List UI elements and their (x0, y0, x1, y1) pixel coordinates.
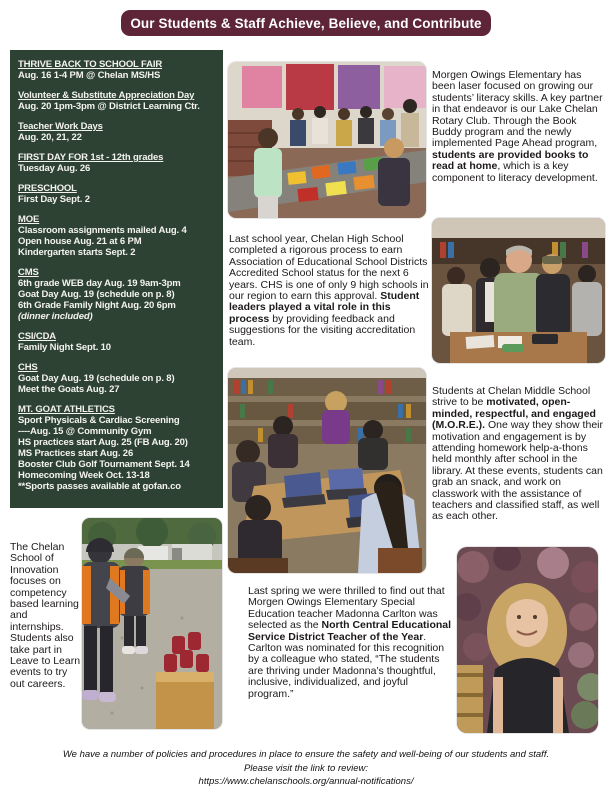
article-text: Students at Chelan Middle School strive to be (432, 385, 591, 409)
sidebar-section-heading: MT. GOAT ATHLETICS (18, 404, 115, 415)
leave-to-learn-image (82, 518, 222, 729)
sidebar-section (18, 90, 215, 112)
sidebar-event-line: Classroom assignments mailed Aug. 4 (18, 225, 187, 236)
footer-review-text: Please visit the link to review: (243, 762, 369, 774)
page-title-banner (121, 10, 491, 36)
article-teacher-of-year (248, 586, 456, 700)
sidebar-section-heading: Teacher Work Days (18, 121, 103, 132)
article-text: Morgen Owings Elementary has been laser focused on growing our students’ literacy skills. A key partner in that endeavor is our Lake Chelan Rotary Club. Through the Book Buddy program and the newly implemented Page Ahead program, (432, 69, 603, 150)
article-text: One way they show their motivation and engagement is by attending homework help-a-thons held monthly after school in the library. At these events, students can grab an snack, and work on classwork with the assistance of teachers and classified staff, as well as each other. (432, 419, 603, 523)
article-bold-text: students are provided books to read at home (432, 148, 589, 173)
sidebar-event-line: Goat Day Aug. 19 (schedule on p. 8) (18, 373, 175, 384)
photo-accreditation-team (432, 218, 605, 363)
sidebar-event-line: **Sports passes available at gofan.co (18, 481, 181, 492)
footer-link[interactable]: https://www.chelanschools.org/annual-notifications/ (198, 776, 414, 787)
sidebar-event-line: (dinner included) (18, 311, 93, 322)
sidebar-event-line: Kindergarten starts Sept. 2 (18, 247, 136, 258)
article-text: The Chelan School of Innovation focuses on competency based learning and internships. Students also take part in Leave to Learn events to try out careers. (10, 541, 81, 690)
sidebar-event-line: 6th Grade Family Night Aug. 20 6pm (18, 300, 176, 311)
article-text: . Carlton was nominated for this recognition by a colleague who stated, “The students are thriving under Madonna’s thoughtful, inclusive, individualized, and joyful program.” (248, 630, 445, 700)
photo-book-buddy (228, 62, 426, 218)
helpathon-image (228, 368, 426, 573)
sidebar-section (18, 362, 215, 395)
article-text: , which is a key component to literacy development. (432, 160, 598, 184)
book-buddy-image (228, 62, 426, 218)
sidebar-section-heading: CHS (18, 362, 38, 373)
sidebar-section (18, 214, 215, 258)
article-bold-text: Student leaders played a vital role in this process (229, 290, 420, 325)
photo-homework-helpathon (228, 368, 426, 573)
sidebar-section-heading: PRESCHOOL (18, 183, 77, 194)
sidebar-section-heading: Volunteer & Substitute Appreciation Day (18, 90, 195, 101)
article-text: by providing feedback and suggestions for the visiting accreditation team. (229, 312, 416, 348)
article-text: Last school year, Chelan High School completed a rigorous process to earn Association of Educational School Districts Accredited School status for the next 6 years. CHS is one of only 9 high schools in our region to earn this approval. (229, 233, 429, 303)
sidebar-section (18, 183, 215, 205)
sidebar-event-line: Goat Day Aug. 19 (schedule on p. 8) (18, 289, 175, 300)
sidebar-section-heading: CSI/CDA (18, 331, 57, 342)
sidebar-event-line: MS Practices start Aug. 26 (18, 448, 134, 459)
sidebar-event-line: Family Night Sept. 10 (18, 342, 111, 353)
article-cms-more (432, 386, 609, 523)
sidebar-section (18, 121, 215, 143)
article-bold-text: motivated, open-minded, respectful, and engaged (M.O.R.E.). (432, 396, 596, 432)
sidebar-section (18, 404, 215, 492)
sidebar-section-heading: MOE (18, 214, 40, 225)
sidebar-event-line: 6th grade WEB day Aug. 19 9am-3pm (18, 278, 181, 289)
sidebar-event-line: Open house Aug. 21 at 6 PM (18, 236, 142, 247)
sidebar-event-line: Aug. 16 1-4 PM @ Chelan MS/HS (18, 70, 161, 81)
teacher-portrait-image (457, 547, 598, 733)
sidebar-section (18, 267, 215, 322)
sidebar-section (18, 331, 215, 353)
sidebar-event-line: Meet the Goats Aug. 27 (18, 384, 120, 395)
sidebar-event-line: Aug. 20 1pm-3pm @ District Learning Ctr. (18, 101, 200, 112)
sidebar-section-heading: THRIVE BACK TO SCHOOL FAIR (18, 59, 163, 70)
sidebar-section-heading: FIRST DAY FOR 1st - 12th grades (18, 152, 164, 163)
sidebar-event-line: ----Aug. 15 @ Community Gym (18, 426, 152, 437)
article-moe-literacy (432, 70, 607, 184)
sidebar-event-line: Sport Physicals & Cardiac Screening (18, 415, 180, 426)
photo-madonna-carlton (457, 547, 598, 733)
sidebar-event-line: Tuesday Aug. 26 (18, 163, 91, 174)
photo-leave-to-learn (82, 518, 222, 729)
article-csi-innovation (10, 542, 82, 690)
sidebar-section (18, 59, 215, 81)
footer-policies-text: We have a number of policies and procedures in place to ensure the safety and well-being of our students and staff. (62, 749, 550, 760)
sidebar-section-heading: CMS (18, 267, 39, 278)
article-chs-accreditation (229, 234, 430, 348)
sidebar-event-line: First Day Sept. 2 (18, 194, 90, 205)
accreditation-image (432, 218, 605, 363)
sidebar-event-line: Homecoming Week Oct. 13-18 (18, 470, 150, 481)
sidebar-event-line: Booster Club Golf Tournament Sept. 14 (18, 459, 190, 470)
sidebar-event-line: Aug. 20, 21, 22 (18, 132, 82, 143)
events-sidebar (10, 50, 223, 508)
article-bold-text: North Central Educational Service District Teacher of the Year (248, 619, 452, 643)
page-title: Our Students & Staff Achieve, Believe, and Contribute (130, 15, 482, 31)
article-text: Last spring we were thrilled to find out that Morgen Owings Elementary Special Education teacher Madonna Carlton was selected as the (248, 585, 445, 632)
sidebar-section (18, 152, 215, 174)
footer (0, 748, 612, 789)
sidebar-event-line: HS practices start Aug. 25 (FB Aug. 20) (18, 437, 188, 448)
